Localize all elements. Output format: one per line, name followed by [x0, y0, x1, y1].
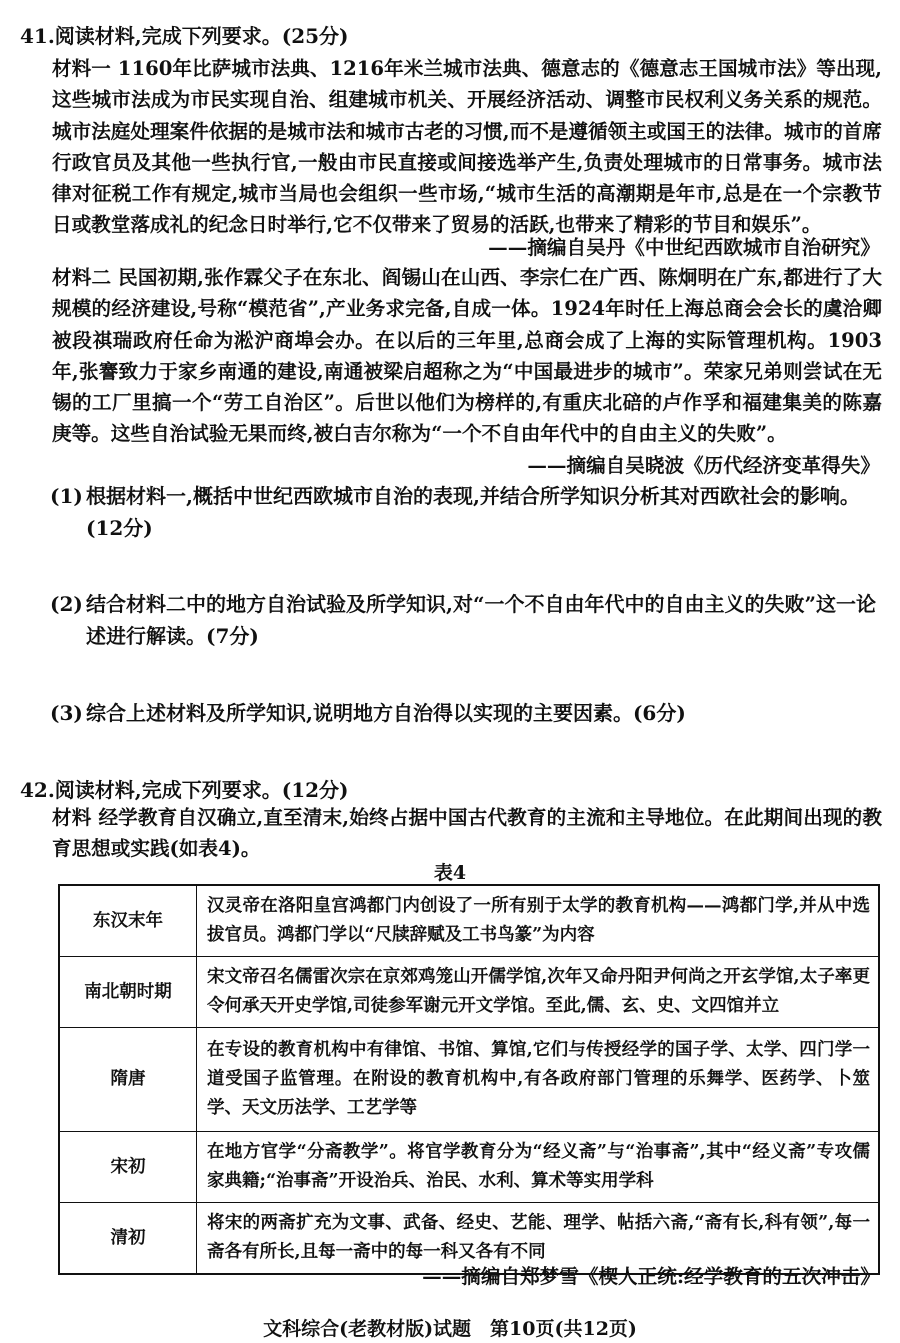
table-cell-description: 在专设的教育机构中有律馆、书馆、算馆,它们与传授经学的国子学、太学、四门学一道受国子监管理。在附设的教育机构中,有各政府部门管理的乐舞学、医药学、卜筮学、天文历法学、工艺学等	[197, 1028, 880, 1132]
table-cell-era: 东汉末年	[59, 885, 197, 957]
table-cell-description: 将宋的两斋扩充为文事、武备、经史、艺能、理学、帖括六斋,“斋有长,科有领”,每一斋各有所长,且每一斋中的每一科又各有不同	[197, 1203, 880, 1275]
table-cell-description: 汉灵帝在洛阳皇宫鸿都门内创设了一所有别于太学的教育机构——鸿都门学,并从中选拔官员。鸿都门学以“尺牍辞赋及工书鸟篆”为内容	[197, 885, 880, 957]
q41-material-2-source: ——摘编自吴晓波《历代经济变革得失》	[527, 454, 880, 477]
page-footer: 文科综合(老教材版)试题 第10页(共12页)	[263, 1318, 637, 1340]
material-1-text: 1160年比萨城市法典、1216年米兰城市法典、德意志的《德意志王国城市法》等出现,这些城市法成为市民实现自治、组建城市机关、开展经济活动、调整市民权利义务关系的规范。城市法庭处理案件依据的是城市法和城市古老的习惯,而不是遵循领主或国王的法律。城市的首席行政官员及其他一些执行官,一般由市民直接或间接选举产生,负责处理城市的日常事务。城市法律对征税工作有规定,城市当局也会组织一些市场,“城市生活的高潮期是年市,总是在一个宗教节日或教堂落成礼的纪念日时举行,它不仅带来了贸易的活跃,也带来了精彩的节目和娱乐”。	[52, 57, 882, 237]
q41-subquestion-2	[50, 588, 880, 652]
material-2-text: 民国初期,张作霖父子在东北、阎锡山在山西、李宗仁在广西、陈炯明在广东,都进行了大规模的经济建设,号称“模范省”,产业务求完备,自成一体。1924年时任上海总商会会长的虞洽卿被段祺瑞政府任命为淞沪商埠会办。在以后的三年里,总商会成了上海的实际管理机构。1903年,张謇致力于家乡南通的建设,南通被梁启超称之为“中国最进步的城市”。荣家兄弟则尝试在无锡的工厂里搞一个“劳工自治区”。后世以他们为榜样的,有重庆北碚的卢作孚和福建集美的陈嘉庚等。这些自治试验无果而终,被白吉尔称为“一个不自由年代中的自由主义的失败”。	[52, 266, 883, 446]
table-row	[59, 957, 879, 1028]
sub3-text: 综合上述材料及所学知识,说明地方自治得以实现的主要因素。(6分)	[86, 701, 686, 725]
q42-material-text: 经学教育自汉确立,直至清末,始终占据中国古代教育的主流和主导地位。在此期间出现的教育思想或实践(如表4)。	[52, 806, 883, 861]
table-cell-description: 在地方官学“分斋教学”。将官学教育分为“经义斋”与“治事斋”,其中“经义斋”专攻儒家典籍;“治事斋”开设治兵、治民、水利、算术等实用学科	[197, 1132, 880, 1203]
sub1-text: 根据材料一,概括中世纪西欧城市自治的表现,并结合所学知识分析其对西欧社会的影响。(12分)	[86, 484, 860, 540]
q41-material-1	[52, 53, 882, 241]
q42-material-label: 材料	[52, 806, 92, 829]
sub2-text: 结合材料二中的地方自治试验及所学知识,对“一个不自由年代中的自由主义的失败”这一论述进行解读。(7分)	[86, 592, 876, 648]
table-row	[59, 1028, 879, 1132]
material-1-label: 材料一	[52, 57, 111, 80]
q41-material-1-source: ——摘编自吴丹《中世纪西欧城市自治研究》	[488, 236, 880, 259]
table-cell-era: 隋唐	[59, 1028, 197, 1132]
table-4-title: 表4	[433, 862, 467, 884]
table-row	[59, 1132, 879, 1203]
material-2-label: 材料二	[52, 266, 112, 289]
q41-material-2	[52, 262, 882, 450]
q41-heading: 41.阅读材料,完成下列要求。(25分)	[20, 24, 349, 48]
table-cell-era: 南北朝时期	[59, 957, 197, 1028]
sub1-number: (1)	[50, 484, 83, 508]
table-cell-description: 宋文帝召名儒雷次宗在京郊鸡笼山开儒学馆,次年又命丹阳尹何尚之开玄学馆,太子率更令何承天开史学馆,司徒参军谢元开文学馆。至此,儒、玄、史、文四馆并立	[197, 957, 880, 1028]
table-row	[59, 885, 879, 957]
q41-subquestion-1	[50, 480, 880, 544]
sub2-number: (2)	[50, 592, 83, 616]
q42-material	[52, 802, 882, 865]
q42-source: ——摘编自郑梦雪《楔人正统:经学教育的五次冲击》	[422, 1265, 880, 1288]
table-4	[58, 884, 880, 1275]
q41-subquestion-3	[50, 697, 880, 729]
table-cell-era: 清初	[59, 1203, 197, 1275]
table-cell-era: 宋初	[59, 1132, 197, 1203]
q42-heading: 42.阅读材料,完成下列要求。(12分)	[20, 778, 349, 802]
sub3-number: (3)	[50, 701, 83, 725]
